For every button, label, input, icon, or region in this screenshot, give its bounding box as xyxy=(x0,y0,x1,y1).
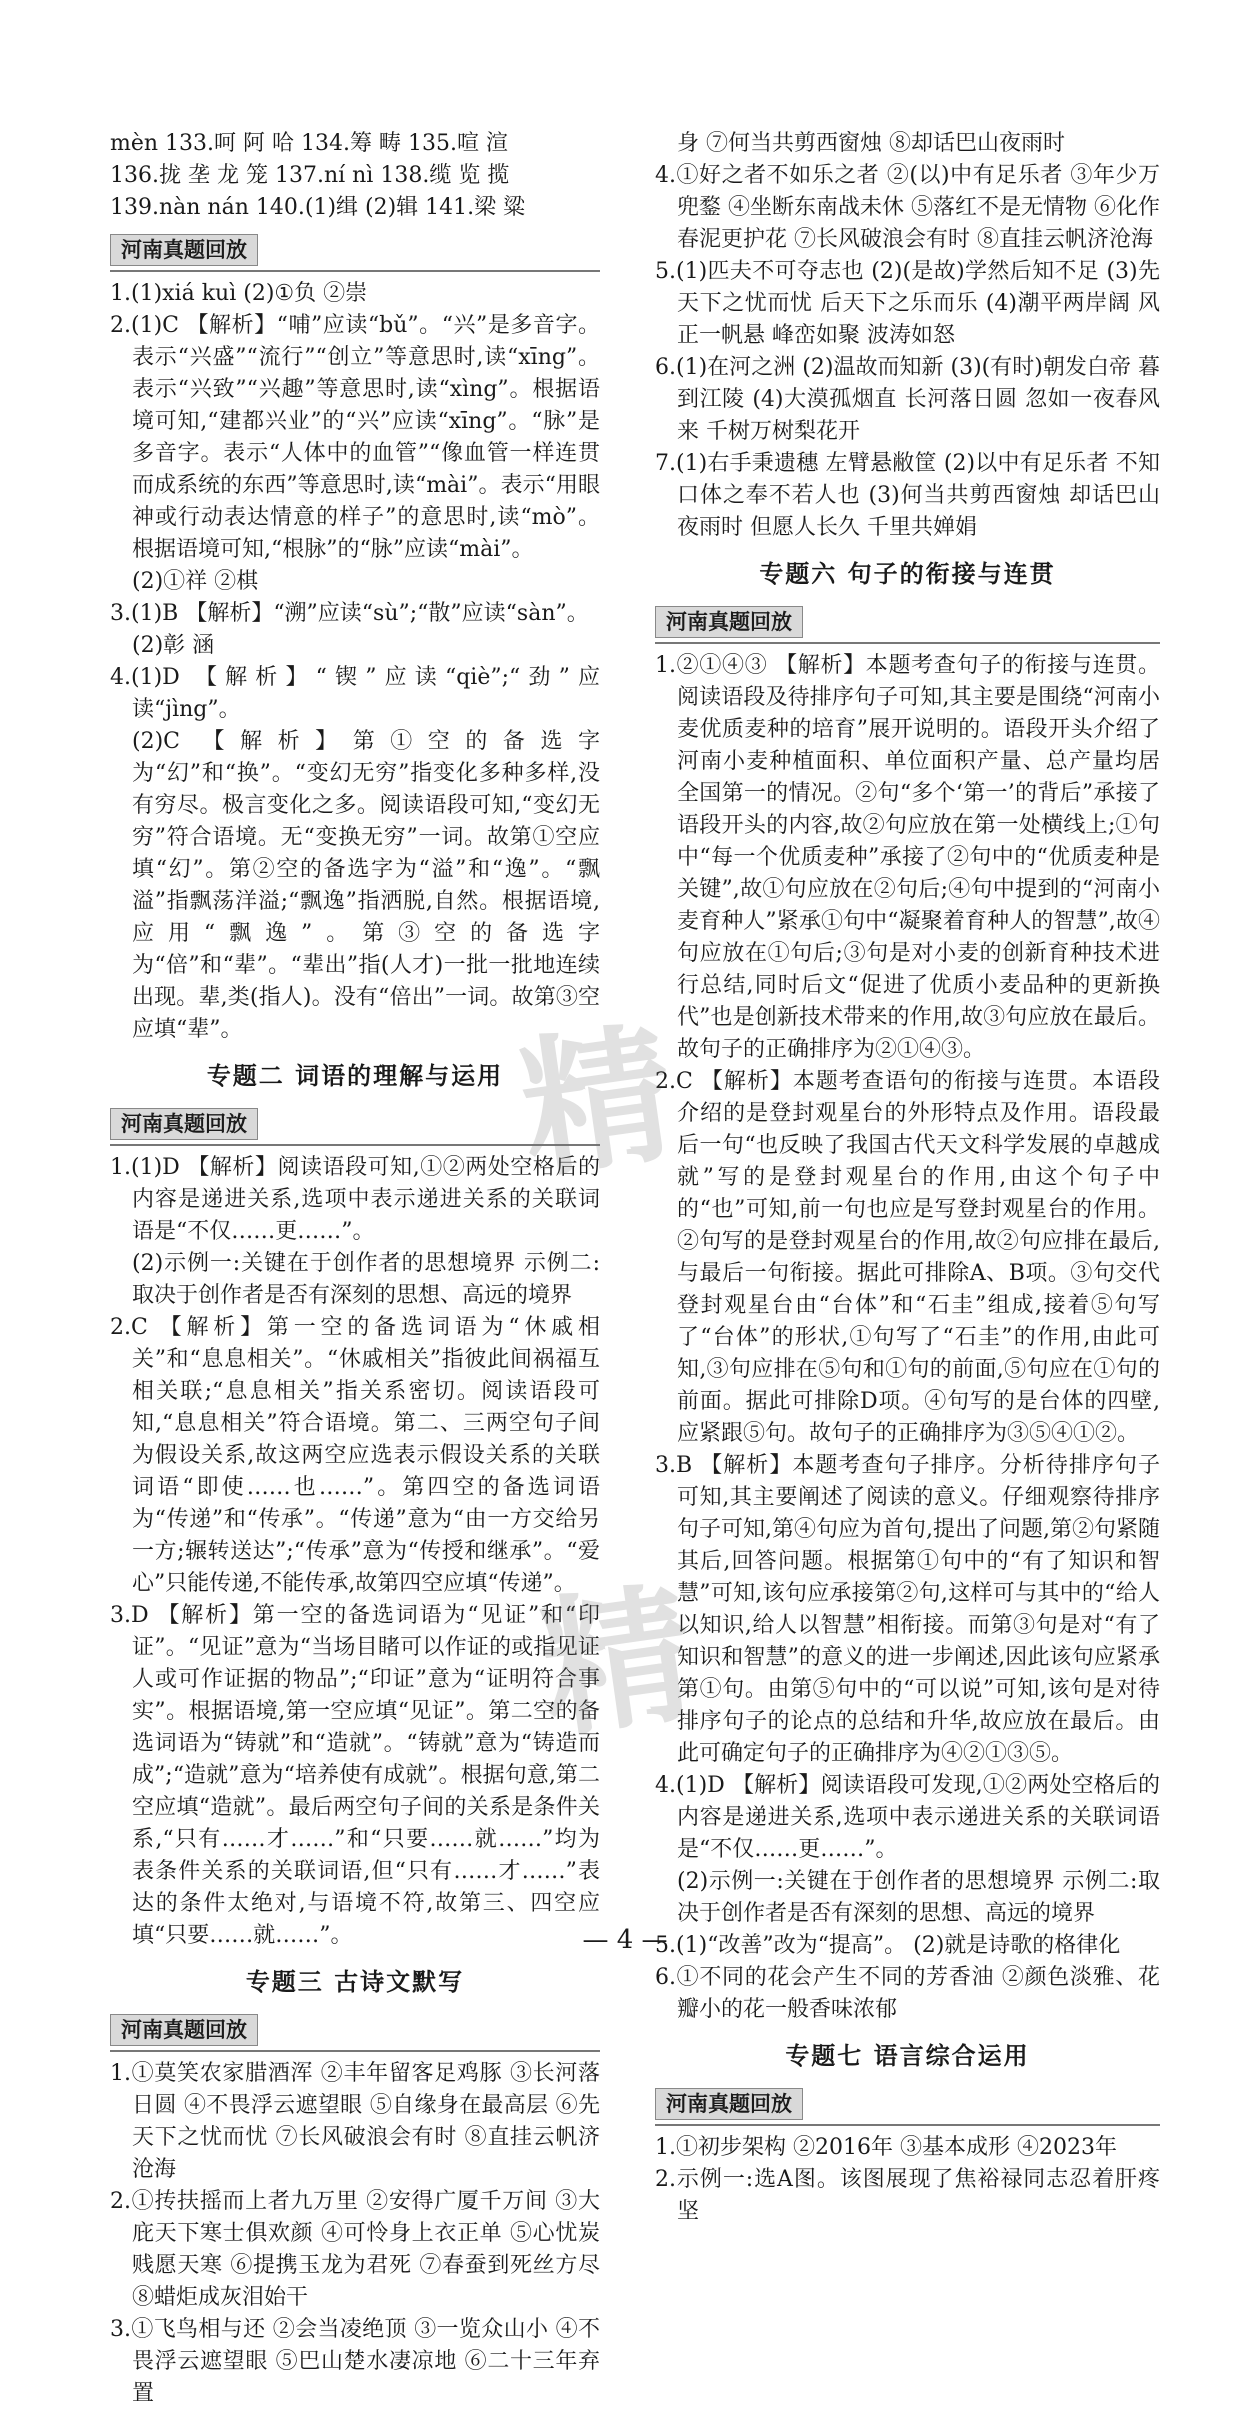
chapter-title: 专题六 句子的衔接与连贯 xyxy=(759,560,1056,588)
section-tag-bar xyxy=(110,228,600,272)
section-tag: 河南真题回放 xyxy=(110,1108,258,1140)
section-tag-bar xyxy=(655,600,1160,644)
section-tag: 河南真题回放 xyxy=(655,2088,803,2120)
watermark: 精 xyxy=(510,1003,704,1200)
answer-item: 2.C 【解析】第一空的备选词语为“休戚相关”和“息息相关”。“休戚相关”指彼此间祸福互相关联;“息息相关”指关系密切。阅读语段可知,“息息相关”符合语境。第二、三两空句子间为假设关系,故这两空应选表示假设关系的关联词语“即使……也……”。第四空的备选词语为“传递”和“传承”。“传递”意为“由一方交给另一方;辗转送达”;“传承”意为“传授和继承”。“爱心”只能传递,不能传承,故第四空应填“传递”。 xyxy=(110,1315,600,1596)
answer-item: 2.(1)C 【解析】“哺”应读“bǔ”。“兴”是多音字。表示“兴盛”“流行”“创立”等意思时,读“xīng”。表示“兴致”“兴趣”等意思时,读“xìng”。根据语境可知,“建都兴业”的“兴”应读“xīng”。“脉”是多音字。表示“人体中的血管”“像血管一样连贯而成系统的东西”等意思时,读“mài”。表示“用眼神或行动表达情意的样子”的意思时,读“mò”。根据语境可知,“根脉”的“脉”应读“mài”。 xyxy=(110,313,600,562)
answer-item: (2)C 【解析】第①空的备选字为“幻”和“换”。“变幻无穷”指变化多种多样,没有穷尽。极言变化之多。阅读语段可知,“变幻无穷”符合语境。无“变换无穷”一词。故第①空应填“幻”。第②空的备选字为“溢”和“逸”。“飘溢”指飘荡洋溢;“飘逸”指洒脱,自然。根据语境,应用“飘逸”。第③空的备选字为“倍”和“辈”。“辈出”指(人才)一批一批地连续出现。辈,类(指人)。没有“倍出”一词。故第③空应填“辈”。 xyxy=(132,729,600,1042)
answer-item: (2)示例一:关键在于创作者的思想境界 示例二:取决于创作者是否有深刻的思想、高远的境界 xyxy=(132,1251,600,1308)
answer-item: 3.(1)B 【解析】“溯”应读“sù”;“散”应读“sàn”。 xyxy=(110,601,589,626)
answer-item: 6.(1)在河之洲 (2)温故而知新 (3)(有时)朝发白帝 暮到江陵 (4)大漠孤烟直 长河落日圆 忽如一夜春风来 千树万树梨花开 xyxy=(655,355,1160,444)
answer-item: 3.D 【解析】第一空的备选词语为“见证”和“印证”。“见证”意为“当场目睹可以作证的或指见证人或可作证据的物品”;“印证”意为“证明符合事实”。根据语境,第一空应填“见证”。第二空的备选词语为“铸就”和“造就”。“铸就”意为“铸造而成”;“造就”意为“培养使有成就”。根据句意,第二空应填“造就”。最后两空句子间的关系是条件关系,“只有……才……”和“只要……就……”均为表条件关系的关联词语,但“只有……才……”表达的条件太绝对,与语境不符,故第三、四空应填“只要……就……”。 xyxy=(110,1603,600,1948)
answer-item: 2.示例一:选A图。该图展现了焦裕禄同志忍着肝疼坚 xyxy=(655,2167,1160,2224)
answer-item: 3.B 【解析】本题考查句子排序。分析待排序句子可知,其主要阐述了阅读的意义。仔细观察待排序句子可知,第④句应为首句,提出了问题,第②句紧随其后,回答问题。根据第①句中的“有了知识和智慧”可知,该句应承接第②句,这样可与其中的“给人以知识,给人以智慧”相衔接。而第③句是对“有了知识和智慧”的意义的进一步阐述,因此该句应紧承第①句。由第⑤句中的“可以说”可知,该句是对待排序句子的论点的总结和升华,故应放在最后。由此可确定句子的正确排序为④②①③⑤。 xyxy=(655,1453,1160,1766)
answer-item: 1.(1)D 【解析】阅读语段可知,①②两处空格后的内容是递进关系,选项中表示递进关系的关联词语是“不仅……更……”。 xyxy=(110,1155,600,1244)
answer-item: 4.①好之者不如乐之者 ②(以)中有足乐者 ③年少万兜鍪 ④坐断东南战未休 ⑤落红不是无情物 ⑥化作春泥更护花 ⑦长风破浪会有时 ⑧直挂云帆济沧海 xyxy=(655,163,1160,252)
answer-item: 6.①不同的花会产生不同的芳香油 ②颜色淡雅、花瓣小的花一般香味浓郁 xyxy=(655,1965,1160,2022)
answer-item: 1.①初步架构 ②2016年 ③基本成形 ④2023年 xyxy=(655,2135,1117,2160)
answer-item: 4.(1)D 【解析】阅读语段可发现,①②两处空格后的内容是递进关系,选项中表示递进关系的关联词语是“不仅……更……”。 xyxy=(655,1773,1160,1862)
answer-item: 7.(1)右手秉遗穗 左臂悬敝筐 (2)以中有足乐者 不知口体之奉不若人也 (3)何当共剪西窗烛 却话巴山夜雨时 但愿人长久 千里共婵娟 xyxy=(655,451,1160,540)
answer-line: mèn 133.呵 阿 哈 134.筹 畴 135.喧 渲 xyxy=(110,131,508,156)
answer-item: 5.(1)“改善”改为“提高”。 (2)就是诗歌的格律化 xyxy=(655,1933,1121,1958)
section-tag-bar xyxy=(655,2082,1160,2126)
watermark: 精 xyxy=(530,1563,724,1760)
answer-item: (2)彰 涵 xyxy=(132,633,215,658)
answer-item: (2)①祥 ②棋 xyxy=(132,569,259,594)
answer-item: 1.①莫笑农家腊酒浑 ②丰年留客足鸡豚 ③长河落日圆 ④不畏浮云遮望眼 ⑤自缘身在最高层 ⑥先天下之忧而忧 ⑦长风破浪会有时 ⑧直挂云帆济沧海 xyxy=(110,2061,600,2182)
answer-item: 3.①飞鸟相与还 ②会当凌绝顶 ③一览众山小 ④不畏浮云遮望眼 ⑤巴山楚水凄凉地 ⑥二十三年弃置 xyxy=(110,2317,600,2406)
answer-line: 139.nàn nán 140.(1)缉 (2)辑 141.梁 粱 xyxy=(110,195,526,220)
answer-item: 2.C 【解析】本题考查语句的衔接与连贯。本语段介绍的是登封观星台的外形特点及作用。语段最后一句“也反映了我国古代天文科学发展的卓越成就”写的是登封观星台的作用,由这个句子中的“也”可知,前一句也应是写登封观星台的作用。②句写的是登封观星台的作用,故②句应排在最后,与最后一句衔接。据此可排除A、B项。③句交代登封观星台由“台体”和“石圭”组成,接着⑤句写了“台体”的形状,①句写了“石圭”的作用,由此可知,③句应排在⑤句和①句的前面,⑤句应在①句的前面。据此可排除D项。④句写的是台体的四壁,应紧跟⑤句。故句子的正确排序为③⑤④①②。 xyxy=(655,1069,1160,1446)
page-number: — 4 — xyxy=(582,1925,668,1955)
chapter-title: 专题三 古诗文默写 xyxy=(245,1968,465,1996)
right-column xyxy=(655,128,1160,2228)
answer-item: (2)示例一:关键在于创作者的思想境界 示例二:取决于创作者是否有深刻的思想、高远的境界 xyxy=(677,1869,1160,1926)
section-tag-bar xyxy=(110,2008,600,2052)
answer-item: 2.①抟扶摇而上者九万里 ②安得广厦千万间 ③大庇天下寒士俱欢颜 ④可怜身上衣正单 ⑤心忧炭贱愿天寒 ⑥提携玉龙为君死 ⑦春蚕到死丝方尽 ⑧蜡炬成灰泪始干 xyxy=(110,2189,600,2310)
answer-item: 1.②①④③ 【解析】本题考查句子的衔接与连贯。阅读语段及待排序句子可知,其主要是围绕“河南小麦优质麦种的培育”展开说明的。语段开头介绍了河南小麦种植面积、单位面积产量、总产量均居全国第一的情况。②句“多个‘第一’的背后”承接了语段开头的内容,故②句应放在第一处横线上;①句中“每一个优质麦种”承接了②句中的“优质麦种是关键”,故①句应放在②句后;④句中提到的“河南小麦育种人”紧承①句中“凝聚着育种人的智慧”,故④句应放在①句后;③句是对小麦的创新育种技术进行总结,同时后文“促进了优质小麦品种的更新换代”也是创新技术带来的作用,故③句应放在最后。故句子的正确排序为②①④③。 xyxy=(655,653,1160,1062)
answer-line: 136.拢 垄 龙 笼 137.ní nì 138.缆 览 揽 xyxy=(110,163,510,188)
section-tag: 河南真题回放 xyxy=(110,234,258,266)
answer-item: 4.(1)D 【解析】“锲”应读“qiè”;“劲”应读“jìng”。 xyxy=(110,665,600,722)
chapter-title: 专题二 词语的理解与运用 xyxy=(206,1062,504,1090)
left-column xyxy=(110,128,600,2410)
chapter-title: 专题七 语言综合运用 xyxy=(785,2042,1030,2070)
answer-item: 5.(1)匹夫不可夺志也 (2)(是故)学然后知不足 (3)先天下之忧而忧 后天下之乐而乐 (4)潮平两岸阔 风正一帆悬 峰峦如聚 波涛如怒 xyxy=(655,259,1160,348)
section-tag: 河南真题回放 xyxy=(655,606,803,638)
answer-item: 身 ⑦何当共剪西窗烛 ⑧却话巴山夜雨时 xyxy=(677,131,1065,156)
answer-item: 1.(1)xiá kuì (2)①负 ②崇 xyxy=(110,281,368,306)
section-tag: 河南真题回放 xyxy=(110,2014,258,2046)
